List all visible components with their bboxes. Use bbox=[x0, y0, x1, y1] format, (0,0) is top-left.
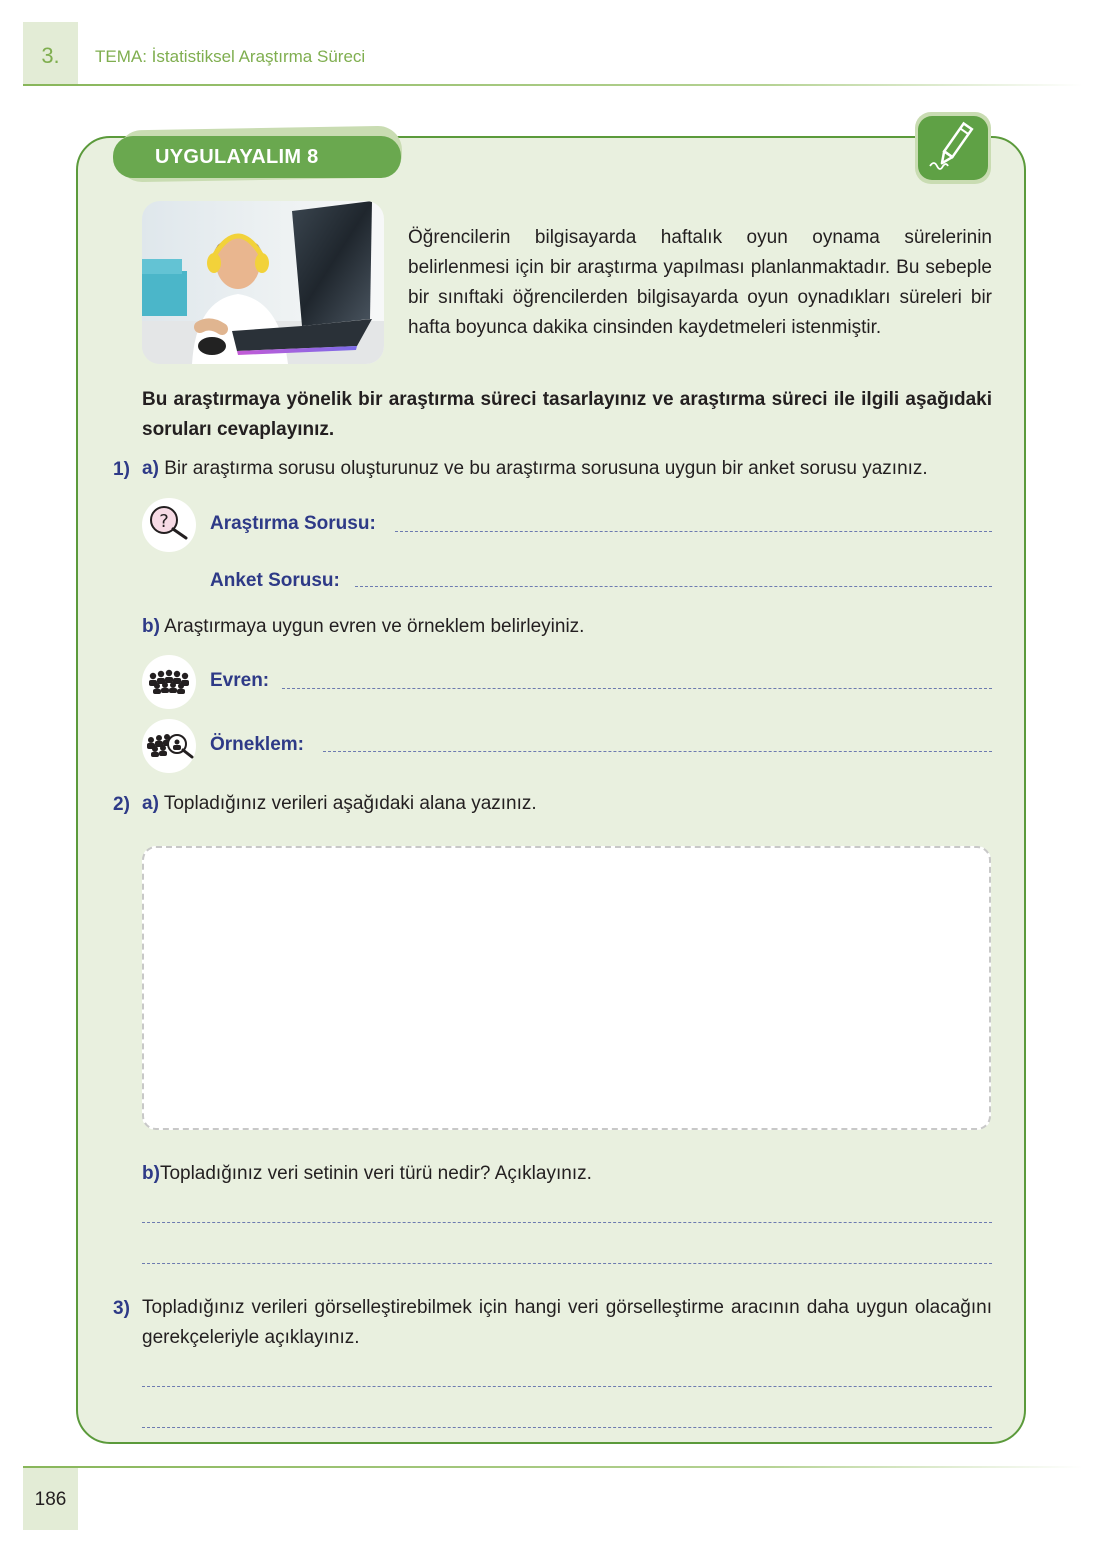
q2-a-text bbox=[142, 789, 537, 819]
population-label: Evren: bbox=[210, 670, 270, 691]
q3-number: 3) bbox=[113, 1298, 130, 1319]
activity-title: UYGULAYALIM 8 bbox=[155, 146, 319, 168]
research-question-answer-line[interactable] bbox=[395, 531, 992, 532]
q2-a-label: a) bbox=[142, 793, 159, 814]
q1-a-text bbox=[142, 454, 928, 484]
survey-question-label: Anket Sorusu: bbox=[210, 570, 340, 591]
q1-b-text bbox=[142, 612, 584, 642]
sample-answer-line[interactable] bbox=[323, 751, 992, 752]
theme-title: TEMA: İstatistiksel Araştırma Süreci bbox=[95, 47, 366, 66]
instruction-paragraph: Bu araştırmaya yönelik bir araştırma süreci tasarlayınız ve araştırma süreci ile ilgili aşağıdaki soruları cevaplayınız. bbox=[142, 389, 992, 440]
q2-b-text bbox=[142, 1159, 592, 1189]
q2-b-answer-line-2[interactable] bbox=[142, 1263, 992, 1264]
student-laptop-photo bbox=[142, 201, 384, 364]
pencil-badge bbox=[918, 116, 988, 180]
sample-label: Örneklem: bbox=[210, 734, 304, 755]
data-answer-box[interactable] bbox=[142, 846, 991, 1130]
survey-question-answer-line[interactable] bbox=[355, 586, 992, 587]
q1-a-label: a) bbox=[142, 458, 159, 479]
research-question-icon-circle bbox=[142, 498, 196, 552]
question-magnifier-icon bbox=[142, 498, 196, 552]
q3-answer-line-1[interactable] bbox=[142, 1386, 992, 1387]
q3-text: Topladığınız verileri görselleştirebilmek için hangi veri görselleştirme aracının daha uygun olacağını gerekçeleriyle açıklayınız. bbox=[142, 1297, 992, 1348]
page-number: 186 bbox=[34, 1489, 67, 1510]
sample-icon-circle bbox=[142, 719, 196, 773]
q1-b-label: b) bbox=[142, 616, 160, 637]
intro-paragraph: Öğrencilerin bilgisayarda haftalık oyun oynama sürelerinin belirlenmesi için bir araştırma yapılması planlanmaktadır. Bu sebeple bir sınıftaki öğrencilerden bilgisayarda oyun oynadıkları süreleri bir hafta boyunca dakika cinsinden kaydetmeleri istenmiştir. bbox=[408, 227, 992, 338]
q1-number: 1) bbox=[113, 459, 130, 480]
research-question-label: Araştırma Sorusu: bbox=[210, 513, 376, 534]
people-group-magnifier-icon bbox=[142, 719, 196, 773]
q2-b-label: b) bbox=[142, 1163, 160, 1184]
q2-number: 2) bbox=[113, 794, 130, 815]
q1-b-prompt: Araştırmaya uygun evren ve örneklem belirleyiniz. bbox=[164, 616, 585, 637]
q3-answer-line-2[interactable] bbox=[142, 1427, 992, 1428]
population-icon-circle bbox=[142, 655, 196, 709]
footer-divider bbox=[23, 1466, 1083, 1468]
header-divider bbox=[23, 84, 1083, 86]
q2-b-prompt: Topladığınız veri setinin veri türü nedir? Açıklayınız. bbox=[159, 1163, 592, 1184]
q2-a-prompt: Topladığınız verileri aşağıdaki alana yazınız. bbox=[163, 793, 537, 814]
population-answer-line[interactable] bbox=[282, 688, 992, 689]
pencil-icon bbox=[918, 116, 988, 180]
q2-b-answer-line-1[interactable] bbox=[142, 1222, 992, 1223]
people-group-icon bbox=[142, 655, 196, 709]
svg-text:?: ? bbox=[159, 511, 169, 532]
chapter-number: 3. bbox=[41, 43, 60, 68]
q1-a-prompt: Bir araştırma sorusu oluşturunuz ve bu araştırma sorusuna uygun bir anket sorusu yazınız. bbox=[164, 458, 928, 479]
